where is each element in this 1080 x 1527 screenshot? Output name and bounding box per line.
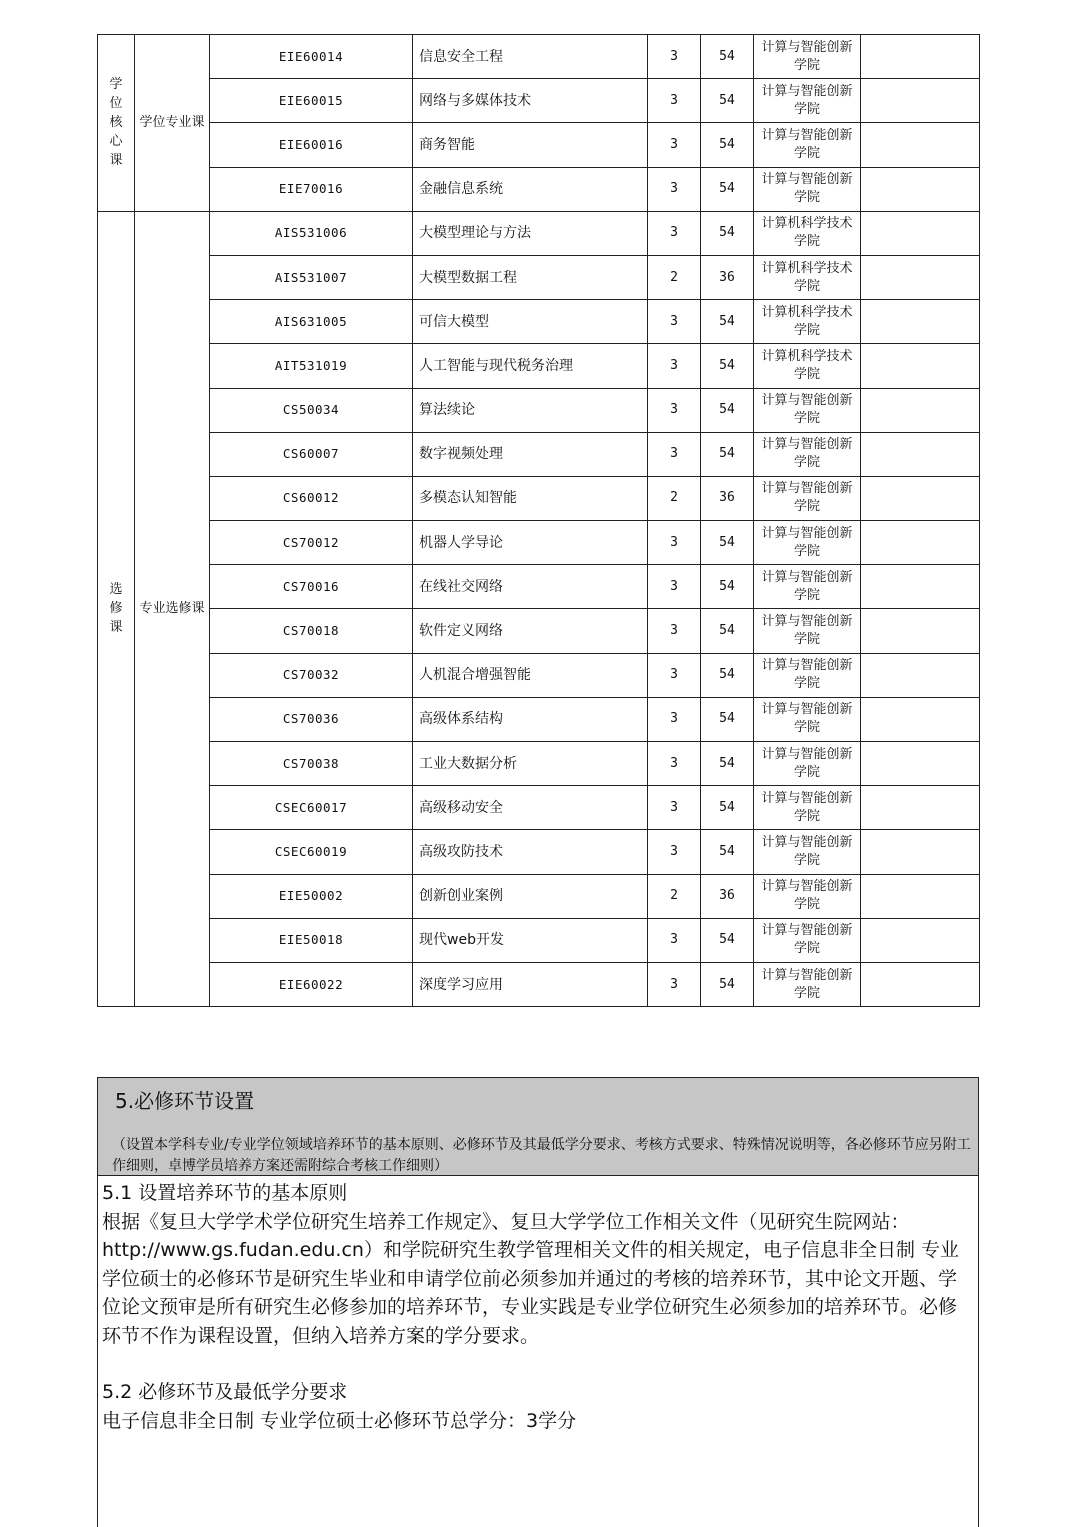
course-subcategory: 学位专业课 <box>135 35 210 212</box>
course-credits: 3 <box>648 609 701 653</box>
section-5-header <box>98 1078 978 1176</box>
course-category: 选修课 <box>109 582 123 636</box>
course-name: 机器人学导论 <box>413 521 648 565</box>
course-code: AIS631005 <box>210 300 413 344</box>
course-hours: 54 <box>701 697 754 741</box>
course-college: 计算与智能创新学院 <box>754 697 861 741</box>
course-credits: 3 <box>648 918 701 962</box>
table-row <box>98 79 980 123</box>
course-note <box>861 167 980 211</box>
course-credits: 2 <box>648 255 701 299</box>
course-category: 学位核心课 <box>109 77 123 169</box>
course-name: 工业大数据分析 <box>413 742 648 786</box>
course-note <box>861 874 980 918</box>
course-credits: 3 <box>648 79 701 123</box>
table-row <box>98 521 980 565</box>
course-credits: 3 <box>648 344 701 388</box>
course-name: 金融信息系统 <box>413 167 648 211</box>
table-row <box>98 653 980 697</box>
course-name: 高级移动安全 <box>413 786 648 830</box>
course-college: 计算与智能创新学院 <box>754 918 861 962</box>
course-name: 创新创业案例 <box>413 874 648 918</box>
course-credits: 2 <box>648 476 701 520</box>
course-note <box>861 521 980 565</box>
course-credits: 2 <box>648 874 701 918</box>
course-college: 计算与智能创新学院 <box>754 167 861 211</box>
course-category-cell <box>98 35 135 212</box>
course-college: 计算与智能创新学院 <box>754 653 861 697</box>
course-hours: 54 <box>701 653 754 697</box>
subsection-5-1-text: 根据《复旦大学学术学位研究生培养工作规定》、复旦大学学位工作相关文件（见研究生院网站：http://www.gs.fudan.edu.cn）和学院研究生教学管理相关文件的相关规定，电子信息非全日制 专业学位硕士的必修环节是研究生毕业和申请学位前必须参加并通过的考核的培养环节，其中论文开题、学位论文预审是所有研究生必修参加的培养环节，专业实践是专业学位研究生必须参加的培养环节。必修环节不作为课程设置，但纳入培养方案的学分要求。 <box>102 1210 959 1347</box>
section-5-description: （设置本学科专业/专业学位领域培养环节的基本原则、必修环节及其最低学分要求、考核方式要求、特殊情况说明等，各必修环节应另附工作细则，卓博学员培养方案还需附综合考核工作细则） <box>112 1137 971 1174</box>
course-hours: 54 <box>701 344 754 388</box>
course-credits: 3 <box>648 697 701 741</box>
course-hours: 54 <box>701 918 754 962</box>
course-college: 计算机科学技术学院 <box>754 211 861 255</box>
subsection-5-1-heading: 5.1 设置培养环节的基本原则 <box>102 1182 348 1204</box>
course-name: 高级攻防技术 <box>413 830 648 874</box>
course-credits: 3 <box>648 211 701 255</box>
course-hours: 54 <box>701 565 754 609</box>
course-college: 计算机科学技术学院 <box>754 255 861 299</box>
course-note <box>861 123 980 167</box>
course-code: CS70018 <box>210 609 413 653</box>
course-college: 计算与智能创新学院 <box>754 123 861 167</box>
course-note <box>861 962 980 1006</box>
course-college: 计算与智能创新学院 <box>754 962 861 1006</box>
course-code: EIE60016 <box>210 123 413 167</box>
course-note <box>861 211 980 255</box>
section-5-required-links <box>97 1077 979 1527</box>
course-name: 网络与多媒体技术 <box>413 79 648 123</box>
course-code: CS70038 <box>210 742 413 786</box>
table-row <box>98 211 980 255</box>
course-code: EIE60014 <box>210 35 413 79</box>
course-code: EIE60015 <box>210 79 413 123</box>
course-college: 计算与智能创新学院 <box>754 874 861 918</box>
course-hours: 54 <box>701 962 754 1006</box>
table-row <box>98 344 980 388</box>
course-college: 计算机科学技术学院 <box>754 344 861 388</box>
course-code: CS70012 <box>210 521 413 565</box>
course-code: AIT531019 <box>210 344 413 388</box>
table-row <box>98 476 980 520</box>
course-note <box>861 432 980 476</box>
table-row <box>98 697 980 741</box>
course-note <box>861 255 980 299</box>
course-note <box>861 300 980 344</box>
course-credits: 3 <box>648 167 701 211</box>
course-credits: 3 <box>648 742 701 786</box>
course-subcategory: 专业选修课 <box>135 211 210 1006</box>
course-code: EIE60022 <box>210 962 413 1006</box>
course-name: 在线社交网络 <box>413 565 648 609</box>
table-row <box>98 786 980 830</box>
course-note <box>861 918 980 962</box>
course-college: 计算与智能创新学院 <box>754 476 861 520</box>
course-name: 现代web开发 <box>413 918 648 962</box>
subsection-5-2-text: 电子信息非全日制 专业学位硕士必修环节总学分：3学分 <box>102 1409 577 1432</box>
course-name: 人工智能与现代税务治理 <box>413 344 648 388</box>
table-row <box>98 432 980 476</box>
course-hours: 54 <box>701 830 754 874</box>
course-code: CS60012 <box>210 476 413 520</box>
course-note <box>861 830 980 874</box>
table-row <box>98 300 980 344</box>
course-hours: 54 <box>701 35 754 79</box>
course-college: 计算与智能创新学院 <box>754 35 861 79</box>
course-credits: 3 <box>648 830 701 874</box>
course-credits: 3 <box>648 521 701 565</box>
course-name: 大模型理论与方法 <box>413 211 648 255</box>
table-row <box>98 35 980 79</box>
course-college: 计算机科学技术学院 <box>754 300 861 344</box>
course-hours: 54 <box>701 432 754 476</box>
course-college: 计算与智能创新学院 <box>754 742 861 786</box>
course-college: 计算与智能创新学院 <box>754 388 861 432</box>
course-code: EIE50002 <box>210 874 413 918</box>
course-code: CSEC60019 <box>210 830 413 874</box>
course-name: 可信大模型 <box>413 300 648 344</box>
course-name: 多模态认知智能 <box>413 476 648 520</box>
course-note <box>861 697 980 741</box>
course-name: 商务智能 <box>413 123 648 167</box>
course-name: 软件定义网络 <box>413 609 648 653</box>
table-row <box>98 255 980 299</box>
subsection-5-2-heading: 5.2 必修环节及最低学分要求 <box>102 1381 348 1403</box>
course-name: 算法续论 <box>413 388 648 432</box>
course-note <box>861 79 980 123</box>
course-category-cell <box>98 211 135 1006</box>
course-college: 计算与智能创新学院 <box>754 565 861 609</box>
table-row <box>98 918 980 962</box>
course-note <box>861 388 980 432</box>
course-hours: 54 <box>701 79 754 123</box>
course-name: 深度学习应用 <box>413 962 648 1006</box>
course-college: 计算与智能创新学院 <box>754 432 861 476</box>
course-college: 计算与智能创新学院 <box>754 830 861 874</box>
course-credits: 3 <box>648 388 701 432</box>
course-hours: 54 <box>701 742 754 786</box>
course-code: CS70032 <box>210 653 413 697</box>
course-college: 计算与智能创新学院 <box>754 521 861 565</box>
table-row <box>98 388 980 432</box>
course-hours: 54 <box>701 300 754 344</box>
course-code: EIE70016 <box>210 167 413 211</box>
course-name: 数字视频处理 <box>413 432 648 476</box>
course-note <box>861 609 980 653</box>
course-note <box>861 344 980 388</box>
course-name: 信息安全工程 <box>413 35 648 79</box>
course-hours: 54 <box>701 211 754 255</box>
course-note <box>861 476 980 520</box>
course-credits: 3 <box>648 786 701 830</box>
course-code: CS50034 <box>210 388 413 432</box>
course-college: 计算与智能创新学院 <box>754 786 861 830</box>
course-credits: 3 <box>648 123 701 167</box>
course-credits: 3 <box>648 653 701 697</box>
course-code: CS60007 <box>210 432 413 476</box>
course-note <box>861 565 980 609</box>
course-note <box>861 786 980 830</box>
course-code: CS70036 <box>210 697 413 741</box>
course-table <box>97 34 980 1007</box>
section-5-body <box>98 1176 978 1435</box>
table-row <box>98 609 980 653</box>
course-hours: 54 <box>701 167 754 211</box>
course-credits: 3 <box>648 432 701 476</box>
course-college: 计算与智能创新学院 <box>754 609 861 653</box>
course-hours: 54 <box>701 609 754 653</box>
course-hours: 54 <box>701 388 754 432</box>
course-code: AIS531007 <box>210 255 413 299</box>
table-row <box>98 962 980 1006</box>
course-credits: 3 <box>648 300 701 344</box>
course-credits: 3 <box>648 565 701 609</box>
course-college: 计算与智能创新学院 <box>754 79 861 123</box>
course-hours: 54 <box>701 123 754 167</box>
table-row <box>98 123 980 167</box>
table-row <box>98 167 980 211</box>
course-note <box>861 742 980 786</box>
course-code: EIE50018 <box>210 918 413 962</box>
course-note <box>861 653 980 697</box>
course-hours: 54 <box>701 786 754 830</box>
course-name: 高级体系结构 <box>413 697 648 741</box>
table-row <box>98 830 980 874</box>
course-code: CSEC60017 <box>210 786 413 830</box>
course-code: AIS531006 <box>210 211 413 255</box>
section-5-title: 5.必修环节设置 <box>115 1089 255 1113</box>
course-hours: 36 <box>701 255 754 299</box>
course-hours: 36 <box>701 476 754 520</box>
table-row <box>98 565 980 609</box>
course-credits: 3 <box>648 35 701 79</box>
course-hours: 36 <box>701 874 754 918</box>
course-note <box>861 35 980 79</box>
course-credits: 3 <box>648 962 701 1006</box>
course-name: 大模型数据工程 <box>413 255 648 299</box>
course-hours: 54 <box>701 521 754 565</box>
table-row <box>98 742 980 786</box>
table-row <box>98 874 980 918</box>
course-code: CS70016 <box>210 565 413 609</box>
course-name: 人机混合增强智能 <box>413 653 648 697</box>
